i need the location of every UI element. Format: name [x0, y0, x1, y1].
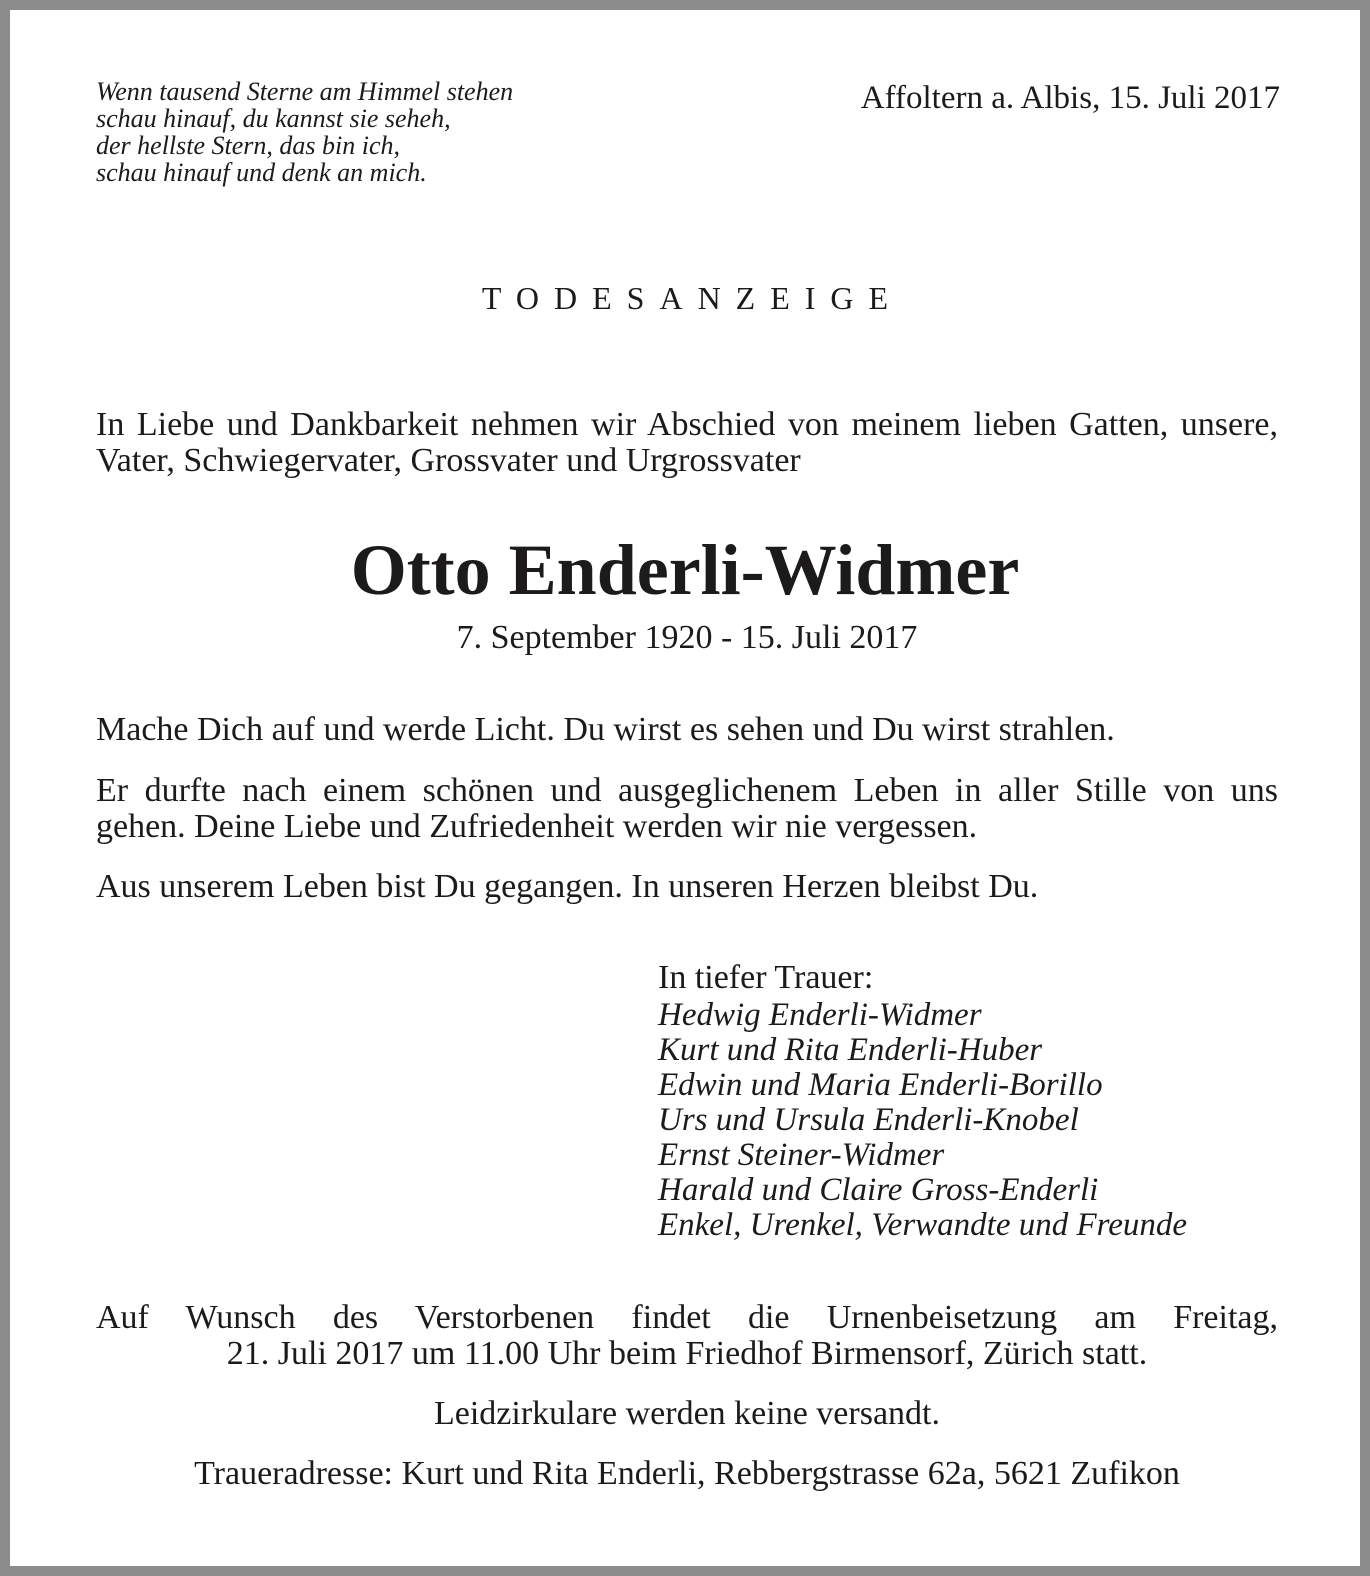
mourning-label: In tiefer Trauer:: [658, 959, 874, 996]
paragraph-life: Er durfte nach einem schönen und ausgeglichenem Leben in aller Stille von uns gehen. Deine Liebe und Zufriedenheit werden wir nie vergessen.: [96, 772, 1278, 845]
notice-heading: TODESANZEIGE: [481, 280, 904, 316]
mourner-name: Ernst Steiner-Widmer: [658, 1137, 945, 1173]
mourner-name: Kurt und Rita Enderli-Huber: [658, 1032, 1043, 1068]
life-dates: 7. September 1920 - 15. Juli 2017: [456, 619, 918, 656]
mourners-block: [658, 960, 1298, 1243]
funeral-info-line1: Auf Wunsch des Verstorbenen findet die Urnenbeisetzung am Freitag,: [96, 1299, 1278, 1336]
mourning-address: Traueradresse: Kurt und Rita Enderli, Rebbergstrasse 62a, 5621 Zufikon: [194, 1455, 1180, 1492]
mourner-name: Hedwig Enderli-Widmer: [658, 997, 982, 1033]
no-circulars-note: Leidzirkulare werden keine versandt.: [434, 1395, 940, 1432]
mourner-name: Urs und Ursula Enderli-Knobel: [658, 1102, 1079, 1138]
mourner-name: Edwin und Maria Enderli-Borillo: [658, 1067, 1103, 1103]
funeral-info-line2: 21. Juli 2017 um 11.00 Uhr beim Friedhof Birmensorf, Zürich statt.: [226, 1335, 1148, 1372]
mourners-list: [658, 998, 1298, 1243]
poem: Wenn tausend Sterne am Himmel stehen schau hinauf, du kannst sie seheh, der hellste Stern, das bin ich, schau hinauf und denk an mich.: [96, 77, 514, 187]
mourner-name: Harald und Claire Gross-Enderli: [658, 1172, 1099, 1208]
obituary-notice: [10, 10, 1360, 1566]
mourner-name: Enkel, Urenkel, Verwandte und Freunde: [658, 1207, 1188, 1243]
place-date: Affoltern a. Albis, 15. Juli 2017: [860, 80, 1280, 116]
deceased-name: Otto Enderli-Widmer: [350, 530, 1020, 610]
paragraph-light: Mache Dich auf und werde Licht. Du wirst es sehen und Du wirst strahlen.: [96, 711, 1115, 748]
intro-paragraph: In Liebe und Dankbarkeit nehmen wir Abschied von meinem lieben Gatten, unsere, Vater, Schwiegervater, Grossvater und Urgrossvater: [96, 406, 1278, 479]
paragraph-hearts: Aus unserem Leben bist Du gegangen. In unseren Herzen bleibst Du.: [96, 868, 1039, 905]
